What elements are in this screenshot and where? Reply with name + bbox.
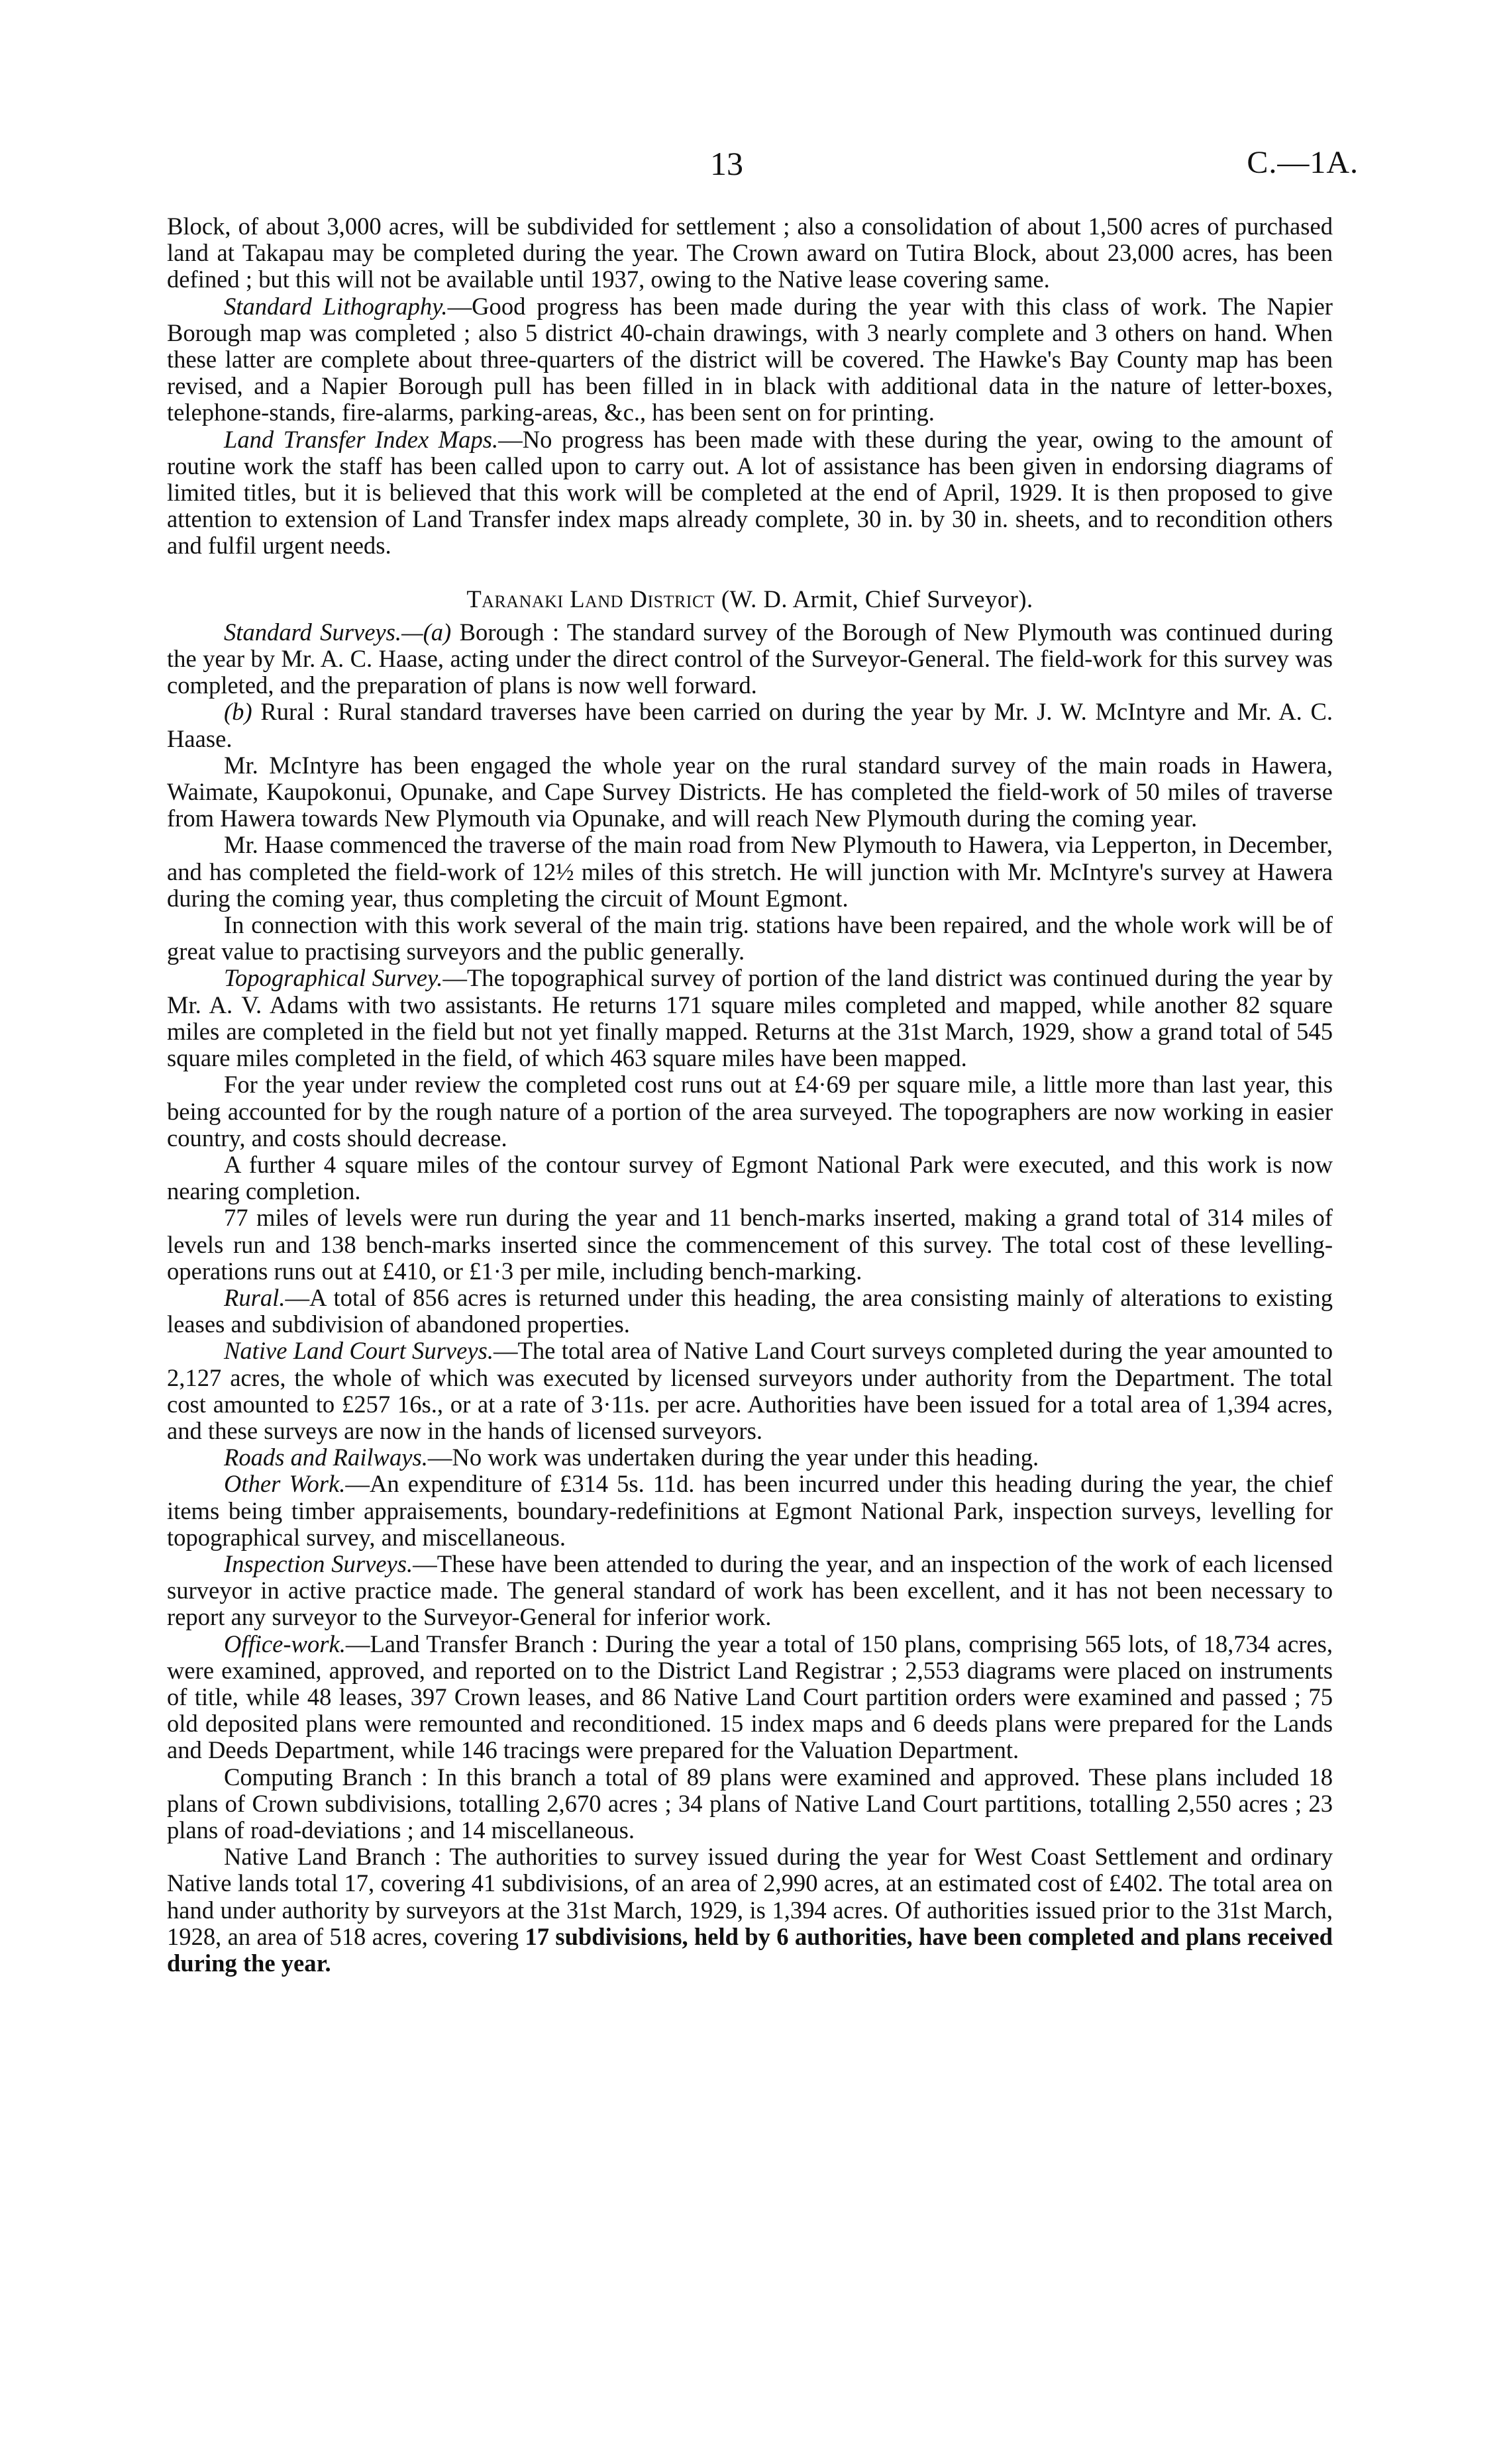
paragraph xyxy=(167,293,1333,426)
paragraph-label: Rural. xyxy=(224,1283,285,1311)
paragraph-text: Rural : Rural standard traverses have been carried on during the year by Mr. J. W. McIntyre and Mr. A. C. Haase. xyxy=(167,698,1333,752)
page-number: 13 xyxy=(710,145,743,182)
paragraph-label: Topographical Survey. xyxy=(224,964,443,992)
paragraph-label: Land Transfer Index Maps. xyxy=(224,425,499,453)
paragraph-label: Standard Surveys. xyxy=(224,618,402,646)
paragraph xyxy=(167,699,1333,752)
paragraph xyxy=(167,619,1333,699)
paragraph xyxy=(167,965,1333,1071)
section-heading-title: Taranaki Land District xyxy=(466,585,715,613)
paragraph-label: Other Work. xyxy=(224,1470,346,1498)
paragraph: Block, of about 3,000 acres, will be subdivided for settlement ; also a consolidation of about 1,500 acres of purchased land at Takapau may be completed during the year. The Crown award on Tutira Block, about 23,000 acres, has been defined ; but this will not be available until 1937, owing to the Native lease covering same. xyxy=(167,213,1333,293)
document-code: C.—1A. xyxy=(1247,145,1359,180)
paragraph: In connection with this work several of the main trig. stations have been repaired, and the whole work will be of great value to practising surveyors and the public generally. xyxy=(167,911,1333,965)
paragraph-text: —No work was undertaken during the year under this heading. xyxy=(427,1444,1039,1471)
paragraph-text: —Land Transfer Branch : During the year a total of 150 plans, comprising 565 lots, of 18,734 acres, were examined, approved, and reported on to the District Land Registrar ; 2,553 diagrams were placed on instruments of title, while 48 leases, 397 Crown leases, and 86 Native Land Court partition orders were examined and passed ; 75 old deposited plans were remounted and reconditioned. 15 index maps and 6 deeds plans were prepared for the Lands and Deeds Department, while 146 tracings were prepared for the Valuation Department. xyxy=(167,1630,1333,1764)
paragraph-label: Office-work. xyxy=(224,1630,346,1657)
paragraph-text: —The topographical survey of portion of the land district was continued during the year by Mr. A. V. Adams with two assistants. He returns 171 square miles completed and mapped, while another 82 square miles are completed in the field but not yet finally mapped. Returns at the 31st March, 1929, show a grand total of 545 square miles completed in the field, of which 463 square miles have been mapped. xyxy=(167,964,1333,1072)
paragraph xyxy=(167,1444,1333,1471)
paragraph-label: (b) xyxy=(224,698,252,726)
section-heading-subtitle: (W. D. Armit, Chief Surveyor). xyxy=(721,585,1033,613)
paragraph-text-bold: 17 subdivisions, held by 6 authorities, have been completed and plans received during the year. xyxy=(167,1922,1333,1977)
paragraph-text: Borough : The standard survey of the Borough of New Plymouth was continued during the year by Mr. A. C. Haase, acting under the direct control of the Surveyor-General. The field-work for this survey was completed, and the preparation of plans is now well forward. xyxy=(167,618,1333,699)
paragraph-text: —No progress has been made with these during the year, owing to the amount of routine work the staff has been called upon to carry out. A lot of assistance has been given in endorsing diagrams of limited titles, but it is believed that this work will be completed at the end of April, 1929. It is then proposed to give attention to extension of Land Transfer index maps already complete, 30 in. by 30 in. sheets, and to recondition others and fulfil urgent needs. xyxy=(167,425,1333,560)
paragraph-sublabel: —(a) xyxy=(401,618,452,646)
paragraph-text: —A total of 856 acres is returned under this heading, the area consisting mainly of alterations to existing leases and subdivision of abandoned properties. xyxy=(167,1283,1333,1338)
paragraph-label: Standard Lithography. xyxy=(224,292,448,320)
paragraph-text: —An expenditure of £314 5s. 11d. has been incurred under this heading during the year, the chief items being timber appraisements, boundary-redefinitions at Egmont National Park, inspection surveys, levelling for topographical survey, and miscellaneous. xyxy=(167,1470,1333,1551)
section-heading xyxy=(167,586,1333,613)
paragraph xyxy=(167,426,1333,560)
paragraph xyxy=(167,1844,1333,1977)
paragraph: A further 4 square miles of the contour survey of Egmont National Park were executed, and this work is now nearing completion. xyxy=(167,1150,1333,1205)
paragraph-label: Inspection Surveys. xyxy=(224,1550,413,1577)
paragraph xyxy=(167,1631,1333,1764)
paragraph: Mr. Haase commenced the traverse of the main road from New Plymouth to Hawera, via Lepperton, in December, and has completed the field-work of 12½ miles of this stretch. He will junction with Mr. McIntyre's survey at Hawera during the coming year, thus completing the circuit of Mount Egmont. xyxy=(167,831,1333,912)
paragraph: Mr. McIntyre has been engaged the whole year on the rural standard survey of the main roads in Hawera, Waimate, Kaupokonui, Opunake, and Cape Survey Districts. He has completed the field-work of 50 miles of traverse from Hawera towards New Plymouth via Opunake, and will reach New Plymouth during the coming year. xyxy=(167,751,1333,832)
paragraph xyxy=(167,1551,1333,1631)
paragraph-label: Roads and Railways. xyxy=(224,1444,428,1471)
document-body xyxy=(167,213,1333,1977)
paragraph xyxy=(167,1285,1333,1338)
paragraph xyxy=(167,1471,1333,1551)
paragraph-text: —The total area of Native Land Court surveys completed during the year amounted to 2,127 acres, the whole of which was executed by licensed surveyors under authority from the Department. The total cost amounted to £257 16s., or at a rate of 3·11s. per acre. Authorities have been issued for a total area of 1,394 acres, and these surveys are now in the hands of licensed surveyors. xyxy=(167,1337,1333,1444)
paragraph: Computing Branch : In this branch a total of 89 plans were examined and approved. These plans included 18 plans of Crown subdivisions, totalling 2,670 acres ; 34 plans of Native Land Court partitions, totalling 2,550 acres ; 23 plans of road-deviations ; and 14 miscellaneous. xyxy=(167,1763,1333,1844)
paragraph xyxy=(167,1338,1333,1444)
paragraph-text: —Good progress has been made during the year with this class of work. The Napier Borough map was completed ; also 5 district 40-chain drawings, with 3 nearly complete and 3 others on hand. When these latter are complete about three-quarters of the district will be covered. The Hawke's Bay County map has been revised, and a Napier Borough pull has been filled in in black with additional data in the nature of letter-boxes, telephone-stands, fire-alarms, parking-areas, &c., has been sent on for printing. xyxy=(167,292,1333,426)
paragraph: For the year under review the completed cost runs out at £4·69 per square mile, a little more than last year, this being accounted for by the rough nature of a portion of the area surveyed. The topographers are now working in easier country, and costs should decrease. xyxy=(167,1071,1333,1152)
paragraph: 77 miles of levels were run during the year and 11 bench-marks inserted, making a grand total of 314 miles of levels run and 138 bench-marks inserted since the commencement of this survey. The total cost of these levelling-operations runs out at £410, or £1·3 per mile, including bench-marking. xyxy=(167,1204,1333,1285)
paragraph-label: Native Land Court Surveys. xyxy=(224,1337,493,1365)
paragraph-text: —These have been attended to during the year, and an inspection of the work of each licensed surveyor in active practice made. The general standard of work has been excellent, and it has not been necessary to report any surveyor to the Surveyor-General for inferior work. xyxy=(167,1550,1333,1631)
paragraph-text: Native Land Branch : The authorities to survey issued during the year for West Coast Settlement and ordinary Native lands total 17, covering 41 subdivisions, of an area of 2,990 acres, at an estimated cost of £402. The total area on hand under authority by surveyors at the 31st March, 1929, is 1,394 acres. Of authorities issued prior to the 31st March, 1928, an area of 518 acres, covering xyxy=(167,1843,1333,1950)
